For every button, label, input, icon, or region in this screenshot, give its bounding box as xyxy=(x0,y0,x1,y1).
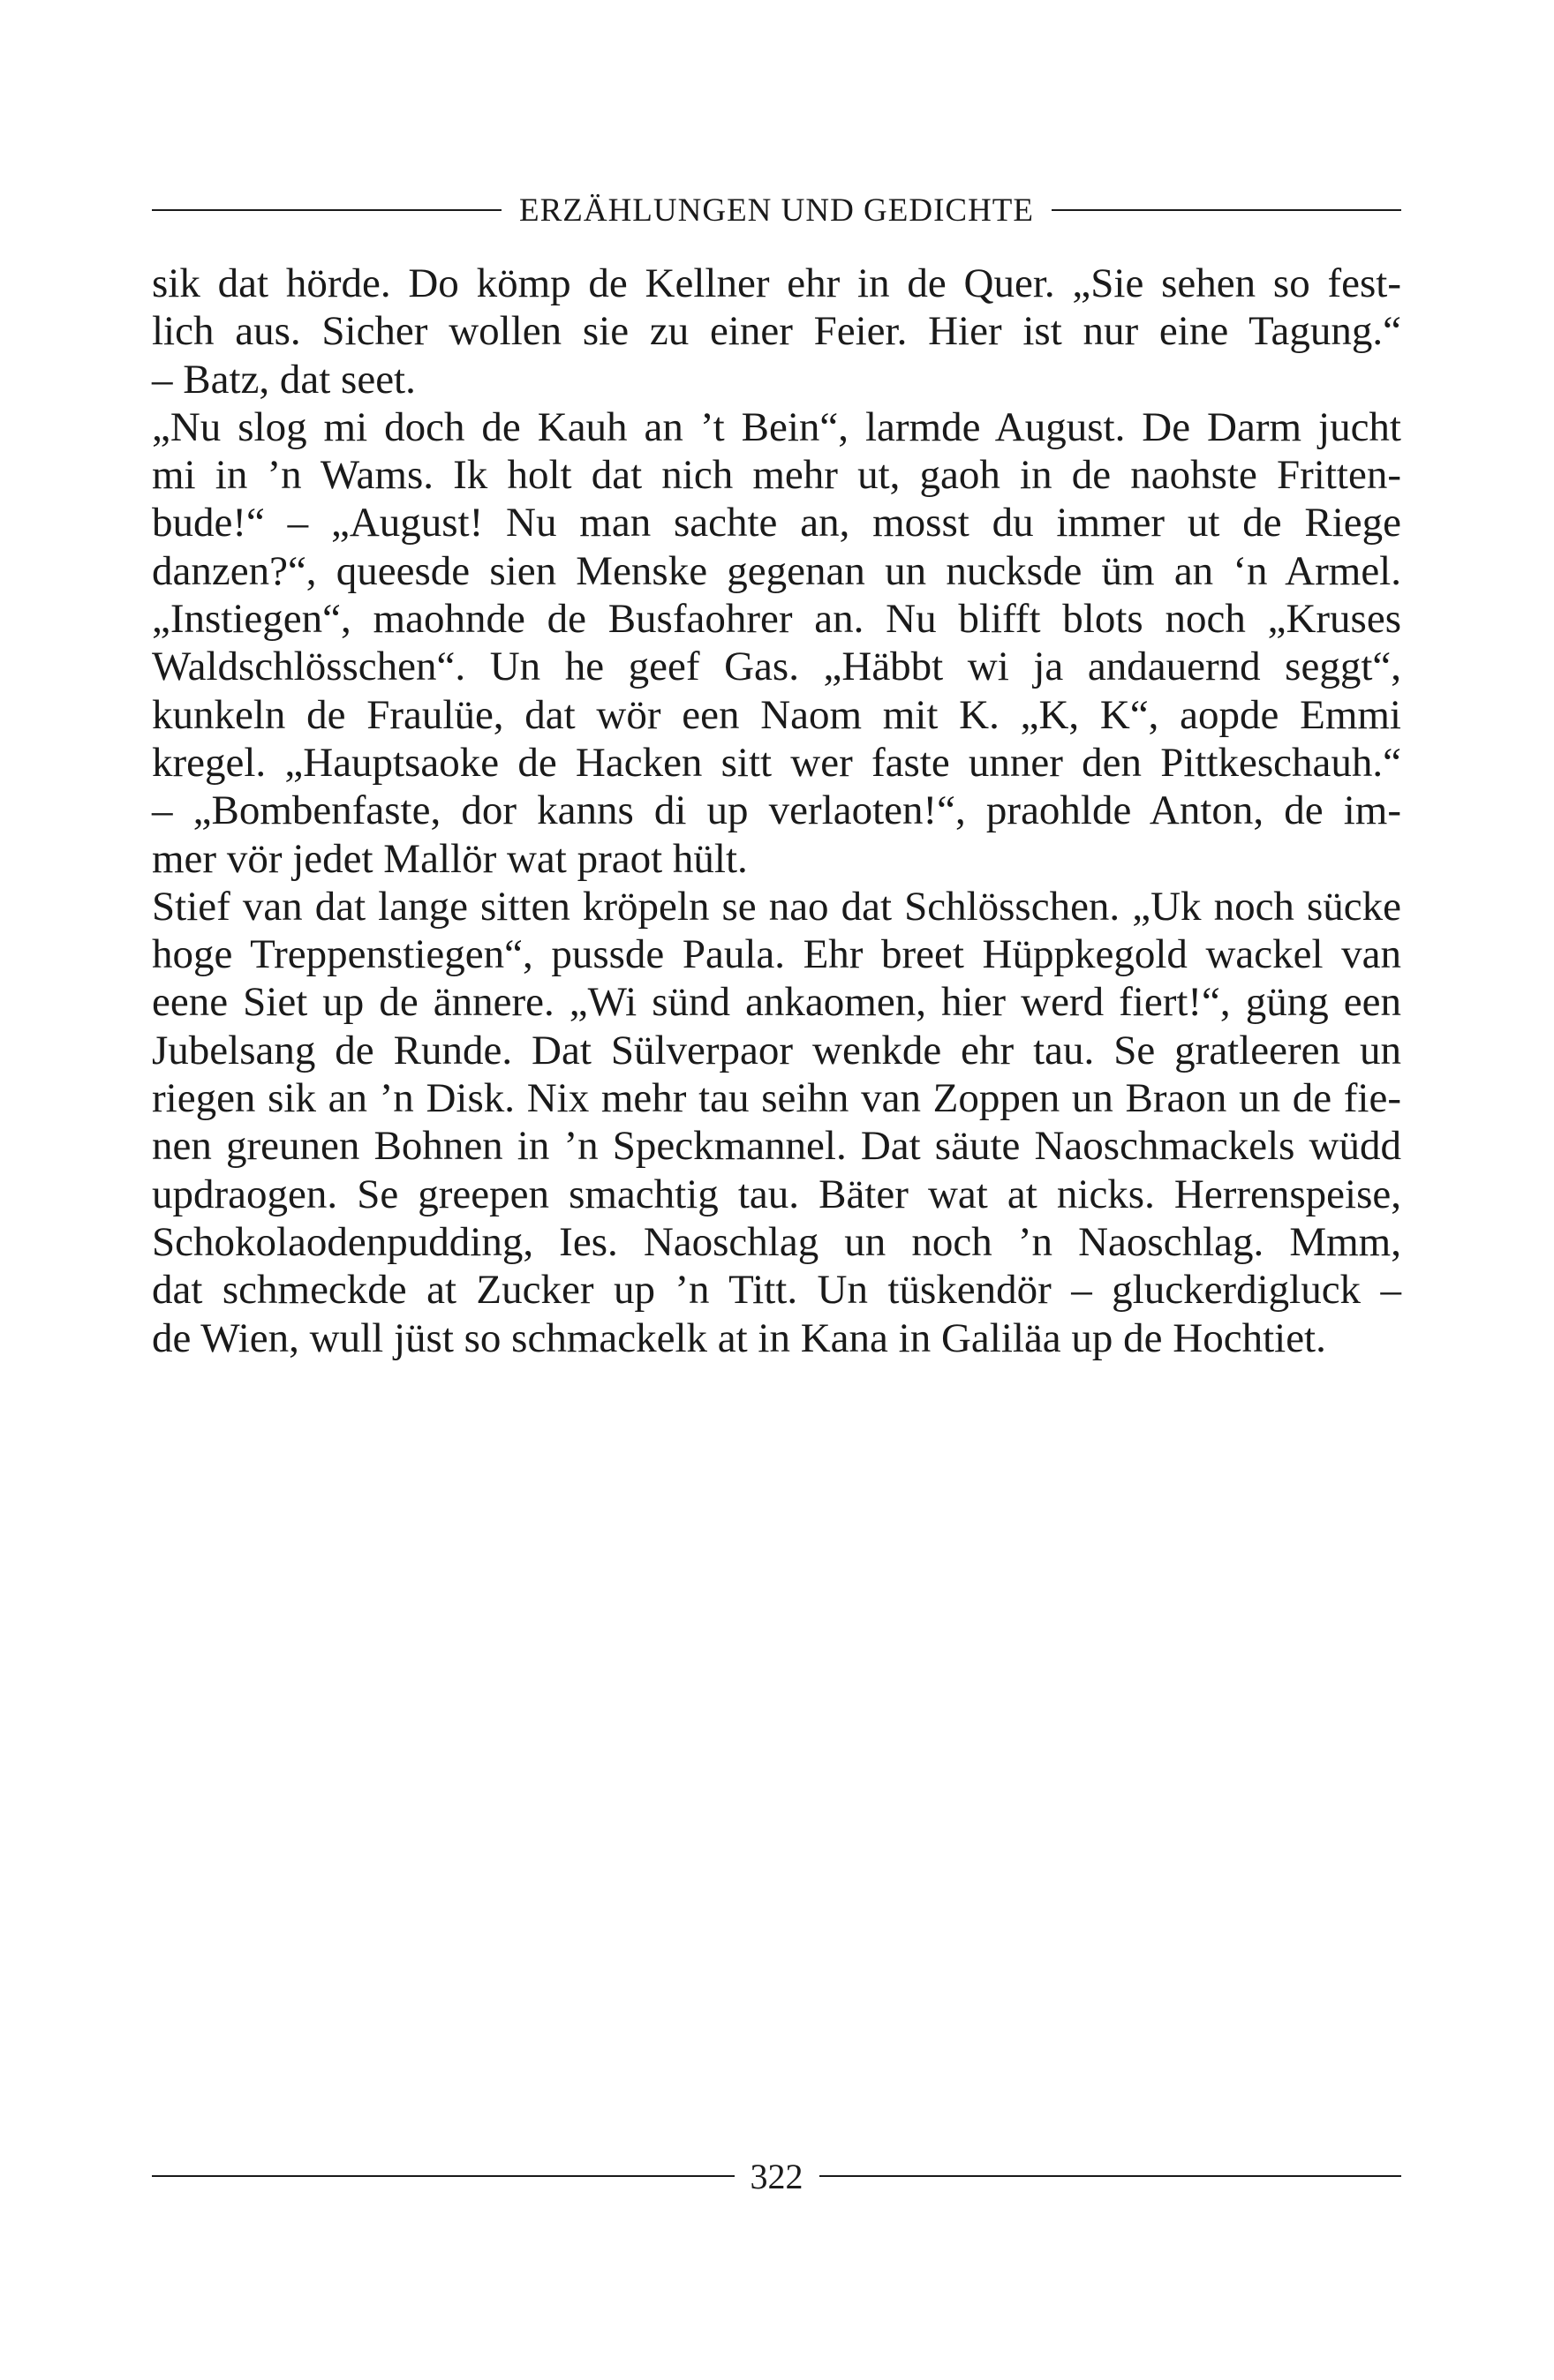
text-line: hoge Treppenstiegen“, pussde Paula. Ehr breet Hüppkegold wackel van xyxy=(152,931,1401,978)
body-text xyxy=(152,260,1401,1362)
text-line: danzen?“, queesde sien Menske gegenan un nucksde üm an ‘n Armel. xyxy=(152,547,1401,594)
text-line: kunkeln de Fraulüe, dat wör een Naom mit K. „K, K“, aopde Emmi xyxy=(152,691,1401,738)
text-line: „Instiegen“, maohnde de Busfaohrer an. Nu blifft blots noch „Kruses xyxy=(152,596,1401,643)
footer-rule-left xyxy=(152,2175,735,2177)
text-line: Waldschlösschen“. Un he geef Gas. „Häbbt wi ja andauernd seggt“, xyxy=(152,644,1401,690)
text-line: nen greunen Bohnen in ’n Speckmannel. Dat säute Naoschmackels wüdd xyxy=(152,1123,1401,1170)
page-footer xyxy=(152,2154,1401,2198)
text-line: de Wien, wull jüst so schmackelk at in Kana in Galiläa up de Hochtiet. xyxy=(152,1314,1326,1361)
running-head-title: ERZÄHLUNGEN UND GEDICHTE xyxy=(518,192,1035,229)
text-line: Schokolaodenpudding, Ies. Naoschlag un noch ’n Naoschlag. Mmm, xyxy=(152,1218,1401,1265)
text-line: „Nu slog mi doch de Kauh an ’t Bein“, larmde August. De Darm jucht xyxy=(152,403,1401,450)
running-head xyxy=(152,184,1401,237)
text-line: updraogen. Se greepen smachtig tau. Bäter wat at nicks. Herrenspeise, xyxy=(152,1171,1401,1217)
text-line: bude!“ – „August! Nu man sachte an, mosst du immer ut de Riege xyxy=(152,500,1401,546)
text-line: – „Bombenfaste, dor kanns di up verlaoten!“, praohlde Anton, de im- xyxy=(152,787,1401,834)
text-line: sik dat hörde. Do kömp de Kellner ehr in de Quer. „Sie sehen so fest- xyxy=(152,260,1401,306)
text-line: Jubelsang de Runde. Dat Sülverpaor wenkde ehr tau. Se gratleeren un xyxy=(152,1027,1401,1073)
running-head-rule-left xyxy=(152,209,502,211)
text-line: riegen sik an ’n Disk. Nix mehr tau seihn van Zoppen un Braon un de fie- xyxy=(152,1075,1401,1122)
running-head-rule-right xyxy=(1052,209,1401,211)
text-line: mer vör jedet Mallör wat praot hült. xyxy=(152,835,748,882)
text-line: lich aus. Sicher wollen sie zu einer Feier. Hier ist nur eine Tagung.“ xyxy=(152,308,1401,355)
footer-rule-right xyxy=(819,2175,1402,2177)
text-line: mi in ’n Wams. Ik holt dat nich mehr ut, gaoh in de naohste Fritten- xyxy=(152,452,1401,499)
text-line: – Batz, dat seet. xyxy=(152,356,416,403)
text-line: dat schmeckde at Zucker up ’n Titt. Un tüskendör – gluckerdigluck – xyxy=(152,1267,1401,1314)
page-number: 322 xyxy=(750,2156,803,2196)
text-line: Stief van dat lange sitten kröpeln se nao dat Schlösschen. „Uk noch sücke xyxy=(152,883,1401,930)
text-line: eene Siet up de ännere. „Wi sünd ankaomen, hier werd fiert!“, güng een xyxy=(152,979,1401,1026)
text-line: kregel. „Hauptsaoke de Hacken sitt wer faste unner den Pittkeschauh.“ xyxy=(152,739,1401,786)
